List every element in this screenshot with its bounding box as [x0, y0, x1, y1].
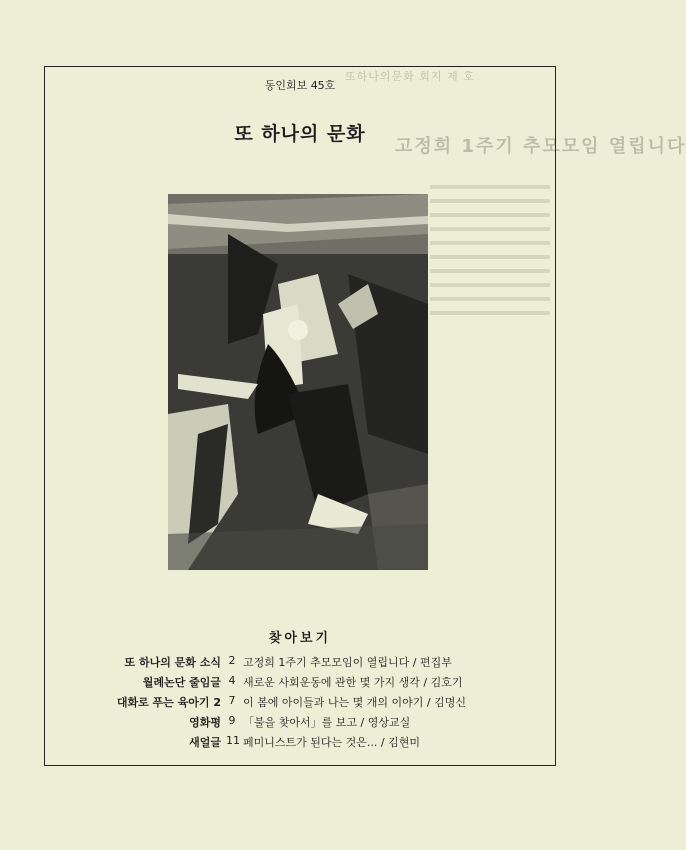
toc-section: 영화평	[189, 716, 221, 729]
toc-title: 새로운 사회운동에 관한 몇 가지 생각 / 김호기	[243, 676, 463, 689]
toc-section: 월례논단 줄임글	[142, 676, 221, 689]
toc-section: 대화로 푸는 육아기 2	[116, 696, 221, 709]
toc-row	[45, 674, 555, 694]
newsletter-title: 또 하나의 문화	[234, 123, 366, 145]
page-frame	[44, 66, 556, 766]
cover-photo	[168, 194, 428, 570]
table-of-contents	[45, 654, 555, 754]
toc-page: 4	[228, 674, 236, 687]
toc-title: 이 봄에 아이들과 나는 몇 개의 이야기 / 김명신	[243, 696, 466, 709]
toc-row	[45, 694, 555, 714]
toc-row	[45, 734, 555, 754]
toc-heading: 찾아보기	[268, 631, 332, 646]
toc-section: 또 하나의 문화 소식	[124, 656, 221, 669]
toc-page: 11	[226, 734, 240, 747]
toc-title: 「불을 찾아서」를 보고 / 영상교실	[243, 716, 411, 729]
toc-row	[45, 714, 555, 734]
toc-title: 페미니스트가 된다는 것은... / 김현미	[243, 736, 420, 749]
issue-line: 동인회보 45호	[264, 79, 336, 92]
toc-page: 7	[228, 694, 236, 707]
toc-row	[45, 654, 555, 674]
toc-title: 고정희 1주기 추모모임이 열립니다 / 편집부	[243, 656, 452, 669]
bleed-through-title: 고정희 1주기 추모모임 열립니다	[395, 136, 686, 157]
toc-page: 2	[228, 654, 236, 667]
bleed-through-header: 또하나의문화 회지 제 호	[345, 70, 475, 83]
toc-page: 9	[228, 714, 236, 727]
toc-section: 새얼글	[189, 736, 221, 749]
